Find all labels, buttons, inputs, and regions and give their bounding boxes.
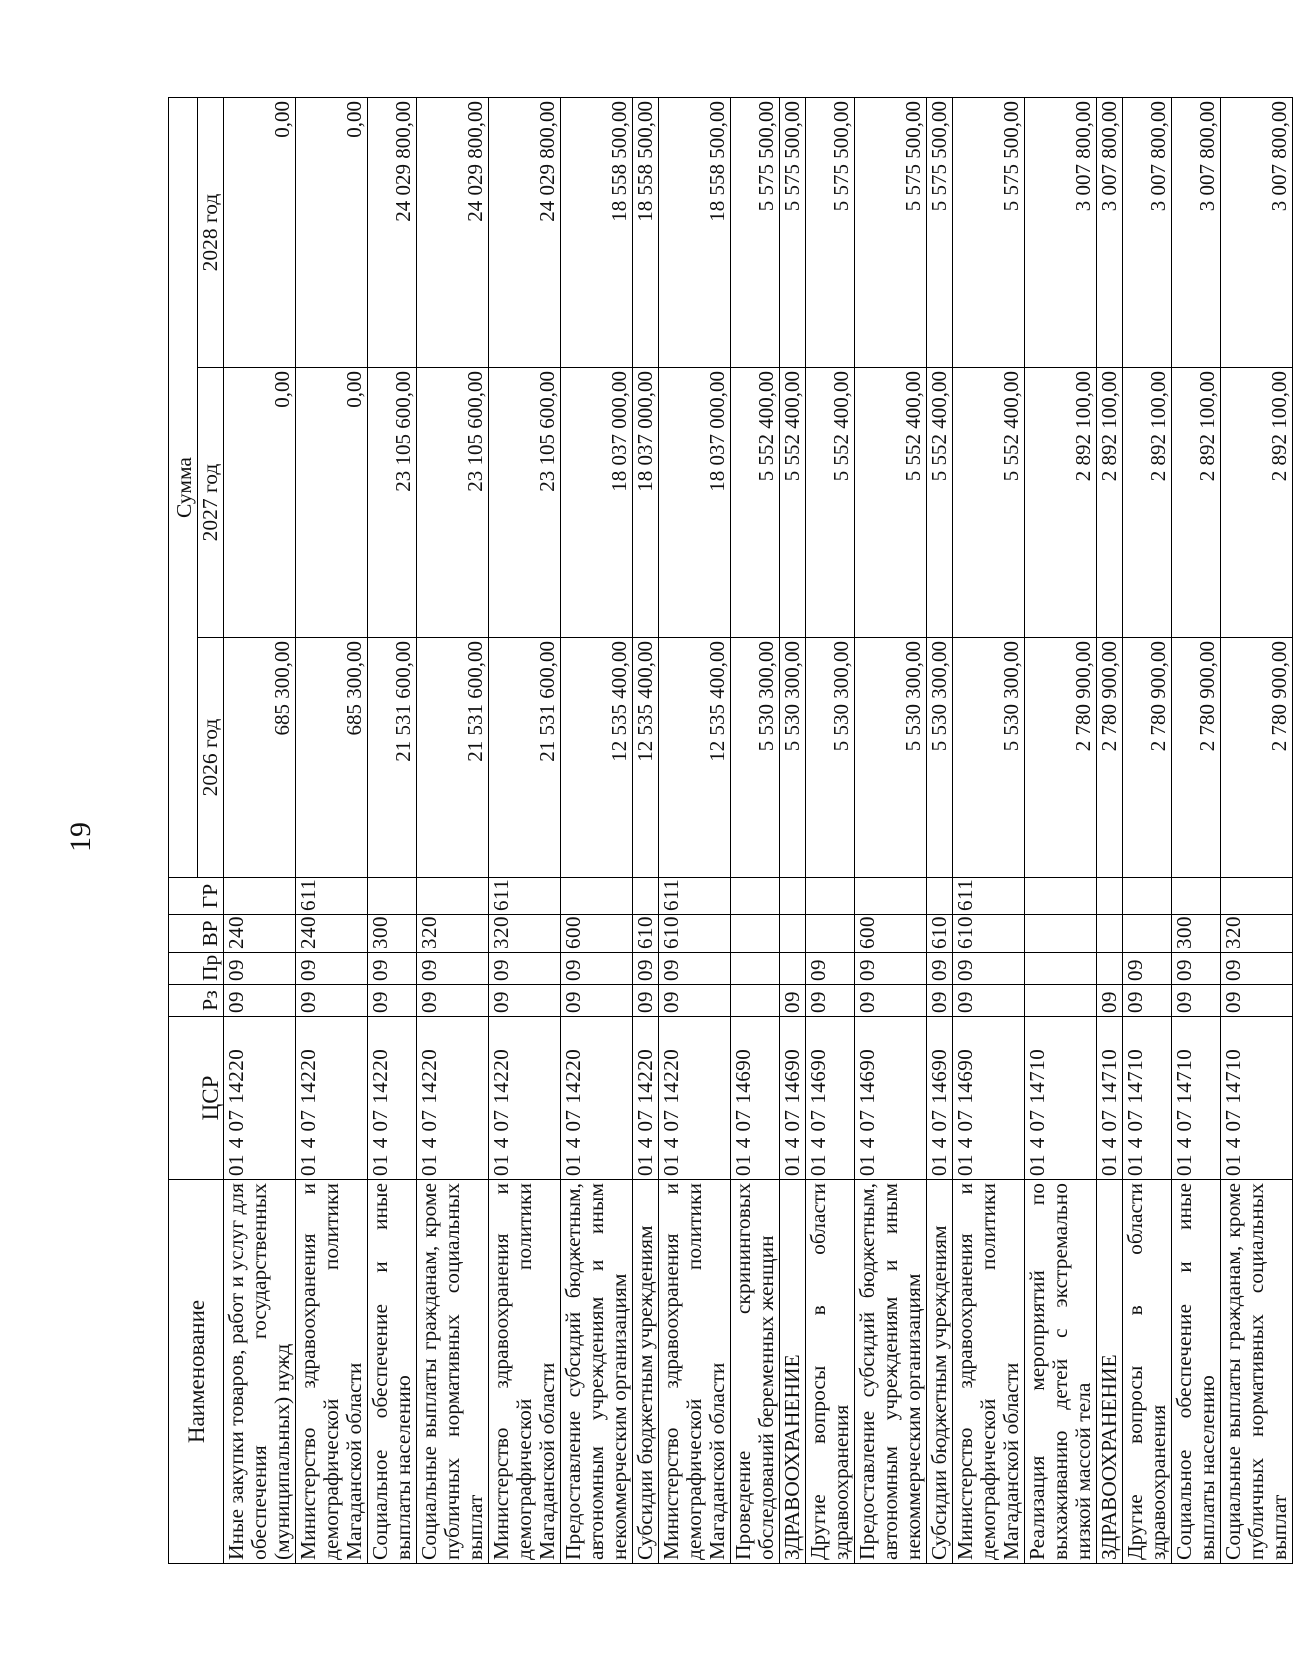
cell-name: Иные закупки товаров, работ и услуг для обеспечения государственных (муниципальных) нужд: [224, 1180, 296, 1564]
cell-csr: 01 4 07 14220: [489, 1017, 561, 1180]
cell-csr: 01 4 07 14220: [368, 1017, 417, 1180]
cell-vr: 610: [953, 915, 1025, 953]
header-year-2026: 2026 год: [198, 638, 224, 878]
cell-rz: 09: [1221, 985, 1293, 1017]
cell-2026: 685 300,00: [296, 638, 368, 878]
cell-gr: [417, 878, 489, 915]
cell-gr: [561, 878, 633, 915]
cell-pr: 09: [1123, 953, 1172, 985]
cell-csr: 01 4 07 14220: [659, 1017, 731, 1180]
cell-csr: 01 4 07 14220: [561, 1017, 633, 1180]
cell-name: Другие вопросы в области здравоохранения: [806, 1180, 855, 1564]
cell-2026: 5 530 300,00: [855, 638, 927, 878]
cell-2026: 2 780 900,00: [1025, 638, 1097, 878]
cell-2026: 5 530 300,00: [780, 638, 806, 878]
cell-pr: 09: [561, 953, 633, 985]
cell-name: Социальное обеспечение и иные выплаты населению: [1172, 1180, 1221, 1564]
cell-2026: 12 535 400,00: [659, 638, 731, 878]
cell-csr: 01 4 07 14220: [296, 1017, 368, 1180]
cell-2028: 0,00: [296, 97, 368, 367]
cell-csr: 01 4 07 14690: [953, 1017, 1025, 1180]
cell-2026: 2 780 900,00: [1123, 638, 1172, 878]
table-row: [1097, 97, 1123, 1563]
cell-csr: 01 4 07 14220: [417, 1017, 489, 1180]
cell-vr: 610: [927, 915, 953, 953]
cell-name: ЗДРАВООХРАНЕНИЕ: [780, 1180, 806, 1564]
table-row: [368, 97, 417, 1563]
cell-rz: 09: [561, 985, 633, 1017]
cell-vr: [1123, 915, 1172, 953]
cell-2026: 685 300,00: [224, 638, 296, 878]
cell-2027: 0,00: [296, 368, 368, 638]
cell-2027: 2 892 100,00: [1123, 368, 1172, 638]
cell-2026: 21 531 600,00: [368, 638, 417, 878]
table-row: [417, 97, 489, 1563]
cell-gr: [927, 878, 953, 915]
cell-2027: 2 892 100,00: [1025, 368, 1097, 638]
cell-rz: 09: [1172, 985, 1221, 1017]
cell-csr: 01 4 07 14690: [855, 1017, 927, 1180]
cell-pr: 09: [659, 953, 731, 985]
cell-name: Предоставление субсидий бюджетным, автономным учреждениям и иным некоммерческим организациям: [561, 1180, 633, 1564]
cell-vr: 300: [1172, 915, 1221, 953]
cell-name: Министерство здравоохранения и демографической политики Магаданской области: [296, 1180, 368, 1564]
cell-rz: 09: [1097, 985, 1123, 1017]
cell-2027: 0,00: [224, 368, 296, 638]
cell-2027: 5 552 400,00: [806, 368, 855, 638]
table-row: [1172, 97, 1221, 1563]
cell-2026: 21 531 600,00: [489, 638, 561, 878]
cell-pr: 09: [806, 953, 855, 985]
cell-gr: [1025, 878, 1097, 915]
cell-2026: 5 530 300,00: [953, 638, 1025, 878]
cell-name: ЗДРАВООХРАНЕНИЕ: [1097, 1180, 1123, 1564]
cell-name: Другие вопросы в области здравоохранения: [1123, 1180, 1172, 1564]
cell-vr: 300: [368, 915, 417, 953]
header-name: Наименование: [169, 1180, 224, 1564]
cell-csr: 01 4 07 14710: [1025, 1017, 1097, 1180]
cell-rz: [1025, 985, 1097, 1017]
cell-pr: [780, 953, 806, 985]
cell-pr: 09: [489, 953, 561, 985]
table-header: [169, 97, 224, 1563]
cell-vr: [806, 915, 855, 953]
cell-csr: 01 4 07 14690: [731, 1017, 780, 1180]
cell-rz: [731, 985, 780, 1017]
cell-2027: 2 892 100,00: [1221, 368, 1293, 638]
cell-vr: [1097, 915, 1123, 953]
cell-name: Социальное обеспечение и иные выплаты населению: [368, 1180, 417, 1564]
cell-vr: 600: [561, 915, 633, 953]
cell-2027: 2 892 100,00: [1172, 368, 1221, 638]
cell-2027: 23 105 600,00: [489, 368, 561, 638]
cell-gr: [731, 878, 780, 915]
cell-vr: [780, 915, 806, 953]
cell-rz: 09: [953, 985, 1025, 1017]
table-row: [633, 97, 659, 1563]
cell-rz: 09: [417, 985, 489, 1017]
cell-2026: 12 535 400,00: [561, 638, 633, 878]
cell-name: Проведение скрининговых обследований беременных женщин: [731, 1180, 780, 1564]
cell-csr: 01 4 07 14690: [780, 1017, 806, 1180]
cell-gr: [1172, 878, 1221, 915]
cell-2026: 5 530 300,00: [731, 638, 780, 878]
table-row: [489, 97, 561, 1563]
cell-2027: 5 552 400,00: [855, 368, 927, 638]
cell-gr: 611: [489, 878, 561, 915]
cell-pr: 09: [1221, 953, 1293, 985]
cell-2028: 18 558 500,00: [659, 97, 731, 367]
cell-2028: 18 558 500,00: [561, 97, 633, 367]
header-year-2027: 2027 год: [198, 368, 224, 638]
page-number: 19: [64, 822, 97, 852]
cell-2028: 3 007 800,00: [1172, 97, 1221, 367]
cell-vr: 320: [1221, 915, 1293, 953]
cell-vr: 320: [417, 915, 489, 953]
cell-2028: 24 029 800,00: [368, 97, 417, 367]
cell-name: Субсидии бюджетным учреждениям: [927, 1180, 953, 1564]
cell-gr: [780, 878, 806, 915]
cell-csr: 01 4 07 14690: [806, 1017, 855, 1180]
table-row: [224, 97, 296, 1563]
cell-2027: 5 552 400,00: [927, 368, 953, 638]
cell-2026: 21 531 600,00: [417, 638, 489, 878]
cell-name: Предоставление субсидий бюджетным, автономным учреждениям и иным некоммерческим организациям: [855, 1180, 927, 1564]
cell-name: Министерство здравоохранения и демографической политики Магаданской области: [953, 1180, 1025, 1564]
cell-rz: 09: [633, 985, 659, 1017]
cell-2028: 24 029 800,00: [489, 97, 561, 367]
cell-gr: [855, 878, 927, 915]
cell-gr: [1123, 878, 1172, 915]
cell-rz: 09: [224, 985, 296, 1017]
cell-vr: 240: [224, 915, 296, 953]
cell-pr: 09: [224, 953, 296, 985]
table-row: [1221, 97, 1293, 1563]
cell-name: Министерство здравоохранения и демографической политики Магаданской области: [489, 1180, 561, 1564]
header-year-2028: 2028 год: [198, 97, 224, 367]
header-pr: Пр: [169, 953, 224, 985]
cell-gr: 611: [296, 878, 368, 915]
cell-pr: 09: [855, 953, 927, 985]
cell-rz: 09: [806, 985, 855, 1017]
cell-2028: 18 558 500,00: [633, 97, 659, 367]
cell-vr: 600: [855, 915, 927, 953]
cell-2028: 24 029 800,00: [417, 97, 489, 367]
cell-gr: 611: [953, 878, 1025, 915]
cell-pr: 09: [296, 953, 368, 985]
header-vr: ВР: [169, 915, 224, 953]
cell-2026: 12 535 400,00: [633, 638, 659, 878]
table-row: [927, 97, 953, 1563]
cell-vr: [1025, 915, 1097, 953]
table-row: [806, 97, 855, 1563]
cell-vr: [731, 915, 780, 953]
cell-2027: 18 037 000,00: [561, 368, 633, 638]
header-sum: Сумма: [169, 97, 198, 877]
header-rz: Рз: [169, 985, 224, 1017]
cell-csr: 01 4 07 14710: [1221, 1017, 1293, 1180]
cell-2027: 5 552 400,00: [780, 368, 806, 638]
cell-2028: 3 007 800,00: [1221, 97, 1293, 367]
cell-rz: 09: [855, 985, 927, 1017]
cell-rz: 09: [659, 985, 731, 1017]
table-row: [561, 97, 633, 1563]
header-csr: ЦСР: [169, 1017, 224, 1180]
cell-pr: [1025, 953, 1097, 985]
cell-rz: 09: [780, 985, 806, 1017]
cell-2028: 5 575 500,00: [731, 97, 780, 367]
cell-2026: 2 780 900,00: [1097, 638, 1123, 878]
cell-name: Социальные выплаты гражданам, кроме публичных нормативных социальных выплат: [1221, 1180, 1293, 1564]
cell-2028: 3 007 800,00: [1097, 97, 1123, 367]
cell-vr: 610: [659, 915, 731, 953]
cell-name: Социальные выплаты гражданам, кроме публичных нормативных социальных выплат: [417, 1180, 489, 1564]
cell-rz: 09: [1123, 985, 1172, 1017]
table-row: [855, 97, 927, 1563]
table-row: [953, 97, 1025, 1563]
cell-csr: 01 4 07 14710: [1172, 1017, 1221, 1180]
table-row: [1025, 97, 1097, 1563]
cell-rz: 09: [368, 985, 417, 1017]
table-body: [224, 97, 1293, 1563]
cell-csr: 01 4 07 14220: [633, 1017, 659, 1180]
cell-gr: 611: [659, 878, 731, 915]
cell-pr: 09: [417, 953, 489, 985]
table-row: [780, 97, 806, 1563]
cell-gr: [224, 878, 296, 915]
table-row: [296, 97, 368, 1563]
cell-csr: 01 4 07 14220: [224, 1017, 296, 1180]
cell-2028: 5 575 500,00: [855, 97, 927, 367]
cell-2027: 5 552 400,00: [731, 368, 780, 638]
cell-2028: 3 007 800,00: [1025, 97, 1097, 367]
cell-name: Субсидии бюджетным учреждениям: [633, 1180, 659, 1564]
cell-2028: 5 575 500,00: [953, 97, 1025, 367]
cell-csr: 01 4 07 14710: [1097, 1017, 1123, 1180]
budget-table: [168, 97, 1293, 1564]
cell-pr: 09: [368, 953, 417, 985]
cell-2027: 18 037 000,00: [659, 368, 731, 638]
cell-pr: 09: [633, 953, 659, 985]
cell-2028: 0,00: [224, 97, 296, 367]
cell-rz: 09: [489, 985, 561, 1017]
cell-gr: [1221, 878, 1293, 915]
cell-rz: 09: [927, 985, 953, 1017]
cell-csr: 01 4 07 14710: [1123, 1017, 1172, 1180]
cell-pr: [731, 953, 780, 985]
cell-csr: 01 4 07 14690: [927, 1017, 953, 1180]
cell-pr: 09: [927, 953, 953, 985]
cell-vr: 320: [489, 915, 561, 953]
cell-gr: [806, 878, 855, 915]
cell-2026: 2 780 900,00: [1221, 638, 1293, 878]
cell-2026: 5 530 300,00: [927, 638, 953, 878]
cell-gr: [1097, 878, 1123, 915]
cell-pr: [1097, 953, 1123, 985]
header-gr: ГР: [169, 878, 224, 915]
table-row: [659, 97, 731, 1563]
cell-name: Министерство здравоохранения и демографической политики Магаданской области: [659, 1180, 731, 1564]
cell-name: Реализация мероприятий по выхаживанию детей с экстремально низкой массой тела: [1025, 1180, 1097, 1564]
cell-vr: 240: [296, 915, 368, 953]
cell-2026: 2 780 900,00: [1172, 638, 1221, 878]
cell-2028: 5 575 500,00: [927, 97, 953, 367]
cell-gr: [368, 878, 417, 915]
cell-vr: 610: [633, 915, 659, 953]
cell-rz: 09: [296, 985, 368, 1017]
cell-2027: 5 552 400,00: [953, 368, 1025, 638]
cell-2028: 5 575 500,00: [806, 97, 855, 367]
cell-gr: [633, 878, 659, 915]
cell-2027: 23 105 600,00: [368, 368, 417, 638]
cell-2027: 2 892 100,00: [1097, 368, 1123, 638]
cell-2027: 18 037 000,00: [633, 368, 659, 638]
budget-table-container: [168, 98, 1293, 1564]
cell-2028: 5 575 500,00: [780, 97, 806, 367]
cell-2027: 23 105 600,00: [417, 368, 489, 638]
cell-pr: 09: [1172, 953, 1221, 985]
cell-2026: 5 530 300,00: [806, 638, 855, 878]
cell-2028: 3 007 800,00: [1123, 97, 1172, 367]
cell-pr: 09: [953, 953, 1025, 985]
table-row: [731, 97, 780, 1563]
table-row: [1123, 97, 1172, 1563]
